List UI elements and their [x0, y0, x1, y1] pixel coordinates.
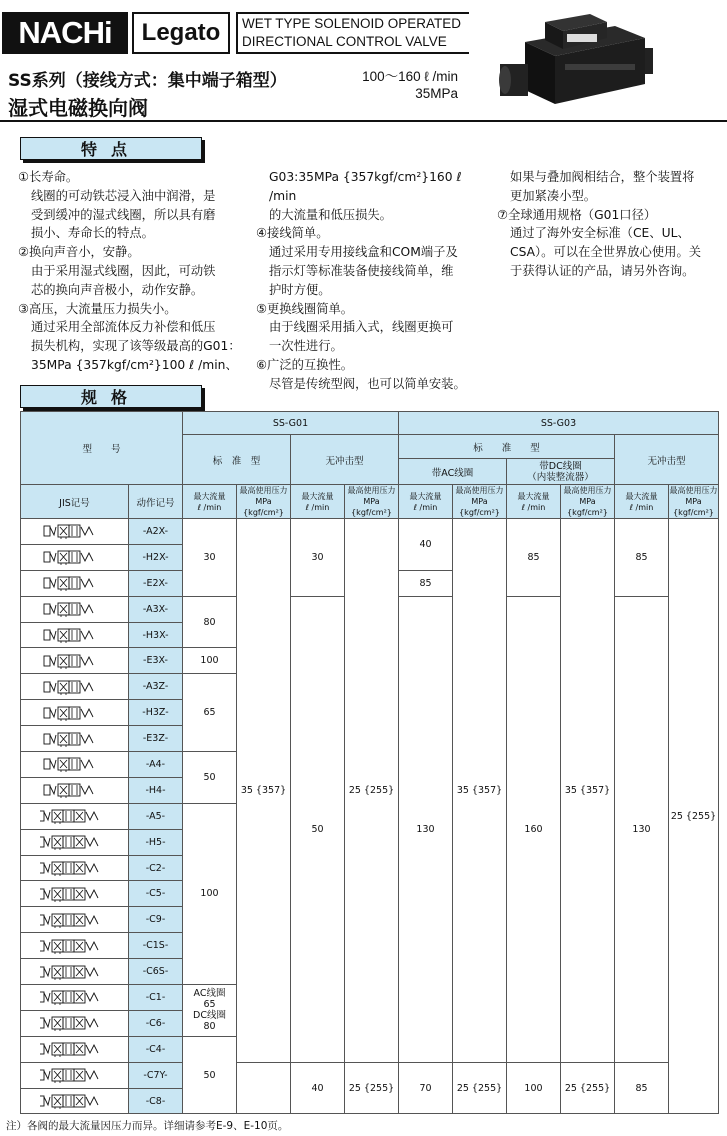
feature-line: 于获得认证的产品，请另外咨询。 [510, 263, 695, 278]
feature-line: 损失机构，实现了该等级最高的G01： [31, 339, 241, 354]
specs-heading: 规格 [20, 385, 202, 408]
cell-line: 最高使用压力 [347, 486, 396, 495]
table-row [21, 519, 719, 545]
model-header: 型 号 [21, 412, 183, 485]
jis-symbol-cell [21, 726, 129, 752]
footnote: 注）各阀的最大流量因压力而异。详细请参考E-9、E-10页。 [6, 1120, 289, 1132]
cell-line: MPa {kgf/cm²} [351, 497, 392, 517]
g03-dc-pressure: 25 {255} [561, 1062, 615, 1114]
cell-line: ℓ /min [629, 502, 654, 512]
jis-symbol-cell [21, 777, 129, 803]
g01-standard-flow: 65 [183, 674, 237, 752]
jis-symbol-cell [21, 570, 129, 596]
feature-line: ⑦全球通用规格（G01口径） [497, 207, 657, 222]
jis-valve-symbol [40, 1015, 110, 1031]
jis-valve-symbol [40, 834, 110, 850]
g03-shockless-flow: 85 [615, 519, 669, 597]
jis-valve-symbol [40, 1067, 110, 1083]
cell-line: MPa {kgf/cm²} [673, 497, 714, 517]
feature-line: ③高压，大流量压力损失小。 [18, 301, 177, 316]
g01-shockless-pressure: 25 {255} [345, 519, 399, 1063]
feature-line: 35MPa {357kgf/cm²}100 ℓ /min、 [31, 357, 238, 372]
cell-line: （内装整流器） [527, 471, 594, 483]
jis-symbol-cell [21, 700, 129, 726]
action-code: -A5- [129, 803, 183, 829]
cell-line: ℓ /min [305, 502, 330, 512]
ss-g01-header: SS-G01 [183, 412, 399, 435]
cell-line: 最高使用压力 [669, 486, 718, 495]
cell-line: 最高使用压力 [455, 486, 504, 495]
nachi-logo: NACHi [2, 12, 128, 54]
jis-symbol-cell [21, 1036, 129, 1062]
g01-shockless-header: 无冲击型 [291, 435, 399, 485]
jis-valve-symbol [40, 523, 110, 539]
jis-valve-symbol [40, 756, 110, 772]
feature-line: ①长寿命。 [18, 170, 79, 184]
max-pressure-header [345, 485, 399, 519]
spec-table [20, 411, 719, 1114]
jis-valve-symbol [40, 938, 110, 954]
feature-line: 通过采用全部流体反力补偿和低压 [31, 320, 216, 335]
chinese-title-product: 湿式电磁换向阀 [8, 96, 148, 120]
jis-valve-symbol [40, 1093, 110, 1109]
jis-valve-symbol [40, 653, 110, 669]
feature-line: G03:35MPa {357kgf/cm²}160 ℓ /min [269, 170, 462, 203]
english-title [236, 12, 469, 54]
feature-line: ②换向声音小，安静。 [18, 245, 140, 260]
jis-symbol-cell [21, 829, 129, 855]
feature-line: 护时方便。 [269, 282, 331, 297]
jis-valve-symbol [40, 575, 110, 591]
g01-shockless-flow: 30 [291, 519, 345, 597]
action-code: -H5- [129, 829, 183, 855]
max-flow-header [399, 485, 453, 519]
action-code: -A4- [129, 752, 183, 778]
legato-logo: Legato [132, 12, 230, 54]
g01-standard-flow: 80 [183, 596, 237, 648]
cell-line: 最大流量 [193, 491, 226, 501]
action-code: -H4- [129, 777, 183, 803]
g03-dc-flow: 100 [507, 1062, 561, 1114]
feature-line: CSA）。可以在全世界放心使用。关 [510, 245, 702, 260]
cell-line: 80 [203, 1021, 216, 1033]
g01-standard-flow: 100 [183, 648, 237, 674]
performance-summary [338, 68, 458, 102]
flow-rating: 100～160 ℓ /min [362, 69, 458, 84]
g01-shockless-flow: 50 [291, 596, 345, 1062]
g03-shockless-flow: 85 [615, 1062, 669, 1114]
max-pressure-header [237, 485, 291, 519]
g01-standard-pressure: 35 {357} [237, 519, 291, 1063]
g03-ac-pressure: 25 {255} [453, 1062, 507, 1114]
action-code: -H3Z- [129, 700, 183, 726]
jis-valve-symbol [40, 886, 110, 902]
action-code: -E2X- [129, 570, 183, 596]
action-code: -C8- [129, 1088, 183, 1114]
jis-symbol-cell [21, 648, 129, 674]
g03-shockless-pressure: 25 {255} [669, 519, 719, 1114]
max-flow-header [291, 485, 345, 519]
jis-valve-symbol [40, 782, 110, 798]
jis-valve-symbol [40, 601, 110, 617]
table-row [21, 1062, 719, 1088]
action-code: -C5- [129, 881, 183, 907]
feature-line: 尽管是传统型阀，也可以简单安装。 [269, 376, 466, 391]
jis-symbol-header: JIS记号 [21, 485, 129, 519]
ss-g03-header: SS-G03 [399, 412, 719, 435]
jis-symbol-cell [21, 933, 129, 959]
jis-valve-symbol [40, 912, 110, 928]
g03-ac-flow: 70 [399, 1062, 453, 1114]
cell-line: ℓ /min [413, 502, 438, 512]
cell-line: 最大流量 [409, 491, 442, 501]
feature-line: 由于线圈采用插入式，线圈更换可 [269, 320, 454, 335]
jis-symbol-cell [21, 959, 129, 985]
chinese-title-series: SS系列（接线方式：集中端子箱型） [8, 71, 287, 91]
g03-standard-header: 标 准 型 [399, 435, 615, 459]
max-pressure-header [561, 485, 615, 519]
g01-standard-flow: 100 [183, 803, 237, 984]
action-code: -C2- [129, 855, 183, 881]
g01-standard-flow: 50 [183, 752, 237, 804]
ac-coil-header: 带AC线圈 [399, 459, 507, 485]
jis-valve-symbol [40, 705, 110, 721]
dc-coil-header [507, 459, 615, 485]
jis-symbol-cell [21, 803, 129, 829]
action-code: -E3Z- [129, 726, 183, 752]
jis-symbol-cell [21, 596, 129, 622]
jis-symbol-cell [21, 674, 129, 700]
action-code: -C9- [129, 907, 183, 933]
g03-dc-flow: 160 [507, 596, 561, 1062]
feature-line: 一次性进行。 [269, 339, 343, 354]
jis-symbol-cell [21, 855, 129, 881]
header-rule [0, 120, 727, 122]
max-flow-header [615, 485, 669, 519]
action-code: -E3X- [129, 648, 183, 674]
jis-symbol-cell [21, 544, 129, 570]
g01-standard-header: 标 准 型 [183, 435, 291, 485]
cell-line: 65 [203, 999, 216, 1011]
action-code: -C7Y- [129, 1062, 183, 1088]
jis-symbol-cell [21, 519, 129, 545]
action-code: -H3X- [129, 622, 183, 648]
jis-symbol-cell [21, 752, 129, 778]
feature-line: 通过了海外安全标准（CE、UL、 [510, 226, 690, 241]
g03-dc-pressure: 35 {357} [561, 519, 615, 1063]
cell-line: 最高使用压力 [239, 486, 288, 495]
g01-shockless-flow: 40 [291, 1062, 345, 1114]
g03-shockless-flow: 130 [615, 596, 669, 1062]
jis-symbol-cell [21, 985, 129, 1011]
jis-symbol-cell [21, 622, 129, 648]
g01-standard-flow: 50 [183, 1036, 237, 1114]
cell-line: ℓ /min [521, 502, 546, 512]
jis-symbol-cell [21, 881, 129, 907]
g01-standard-pressure [237, 1062, 291, 1114]
feature-line: 更加紧凑小型。 [510, 188, 597, 203]
jis-symbol-cell [21, 1088, 129, 1114]
cell-line: 带DC线圈 [539, 460, 582, 472]
action-code: -C1S- [129, 933, 183, 959]
feature-line: ⑤更换线圈简单。 [256, 301, 354, 316]
page-header [0, 0, 727, 125]
action-code: -A2X- [129, 519, 183, 545]
cell-line: ℓ /min [197, 502, 222, 512]
cell-line: MPa {kgf/cm²} [459, 497, 500, 517]
cell-line: 最大流量 [625, 491, 658, 501]
cell-line: MPa {kgf/cm²} [567, 497, 608, 517]
jis-valve-symbol [40, 989, 110, 1005]
feature-line: 线圈的可动铁芯浸入油中润滑，是 [31, 188, 216, 203]
g03-ac-flow: 40 [399, 519, 453, 571]
action-code: -H2X- [129, 544, 183, 570]
g01-standard-flow: 30 [183, 519, 237, 597]
jis-valve-symbol [40, 549, 110, 565]
jis-valve-symbol [40, 679, 110, 695]
feature-line: ④接线简单。 [256, 226, 329, 241]
jis-valve-symbol [40, 860, 110, 876]
jis-valve-symbol [40, 731, 110, 747]
cell-line: 最大流量 [517, 491, 550, 501]
feature-line: 的大流量和低压损失。 [269, 207, 392, 222]
max-pressure-header [669, 485, 719, 519]
jis-symbol-cell [21, 907, 129, 933]
english-title-line1: WET TYPE SOLENOID OPERATED [242, 16, 462, 31]
jis-symbol-cell [21, 1010, 129, 1036]
feature-line: 损小、寿命长的特点。 [31, 226, 154, 241]
cell-line: AC线圈 [193, 988, 226, 1000]
action-code-header: 动作记号 [129, 485, 183, 519]
action-code: -C6S- [129, 959, 183, 985]
cell-line: 最大流量 [301, 491, 334, 501]
action-code: -C4- [129, 1036, 183, 1062]
g03-ac-pressure: 35 {357} [453, 519, 507, 1063]
action-code: -C1- [129, 985, 183, 1011]
g01-standard-flow [183, 985, 237, 1037]
jis-valve-symbol [40, 808, 110, 824]
feature-line: 由于采用湿式线圈，因此，可动铁 [31, 263, 216, 278]
action-code: -A3Z- [129, 674, 183, 700]
g01-shockless-pressure: 25 {255} [345, 1062, 399, 1114]
features-heading: 特点 [20, 137, 202, 160]
cell-line: DC线圈 [193, 1010, 226, 1022]
feature-line: 通过采用专用接线盒和COM端子及 [269, 245, 458, 260]
cell-line: 最高使用压力 [563, 486, 612, 495]
jis-valve-symbol [40, 627, 110, 643]
g03-shockless-header: 无冲击型 [615, 435, 719, 485]
jis-symbol-cell [21, 1062, 129, 1088]
jis-valve-symbol [40, 964, 110, 980]
cell-line: MPa {kgf/cm²} [243, 497, 284, 517]
english-title-line2: DIRECTIONAL CONTROL VALVE [242, 34, 447, 49]
feature-line: 受到缓冲的湿式线圈，所以具有磨 [31, 207, 216, 222]
feature-line: ⑥广泛的互换性。 [256, 357, 354, 372]
valve-product-photo [495, 4, 655, 114]
feature-line: 芯的换向声音极小，动作安静。 [31, 282, 204, 297]
action-code: -C6- [129, 1010, 183, 1036]
g03-ac-flow: 85 [399, 570, 453, 596]
features-column-2 [256, 168, 491, 394]
max-pressure-header [453, 485, 507, 519]
features-column-1 [18, 168, 253, 375]
g03-dc-flow: 85 [507, 519, 561, 597]
pressure-rating: 35MPa [415, 86, 458, 101]
feature-line: 指示灯等标准装备使接线简单，维 [269, 263, 454, 278]
g03-ac-flow: 130 [399, 596, 453, 1062]
features-column-3 [497, 168, 725, 281]
max-flow-header [507, 485, 561, 519]
jis-valve-symbol [40, 1041, 110, 1057]
feature-line: 如果与叠加阀相结合，整个装置将 [510, 170, 695, 184]
max-flow-header [183, 485, 237, 519]
action-code: -A3X- [129, 596, 183, 622]
